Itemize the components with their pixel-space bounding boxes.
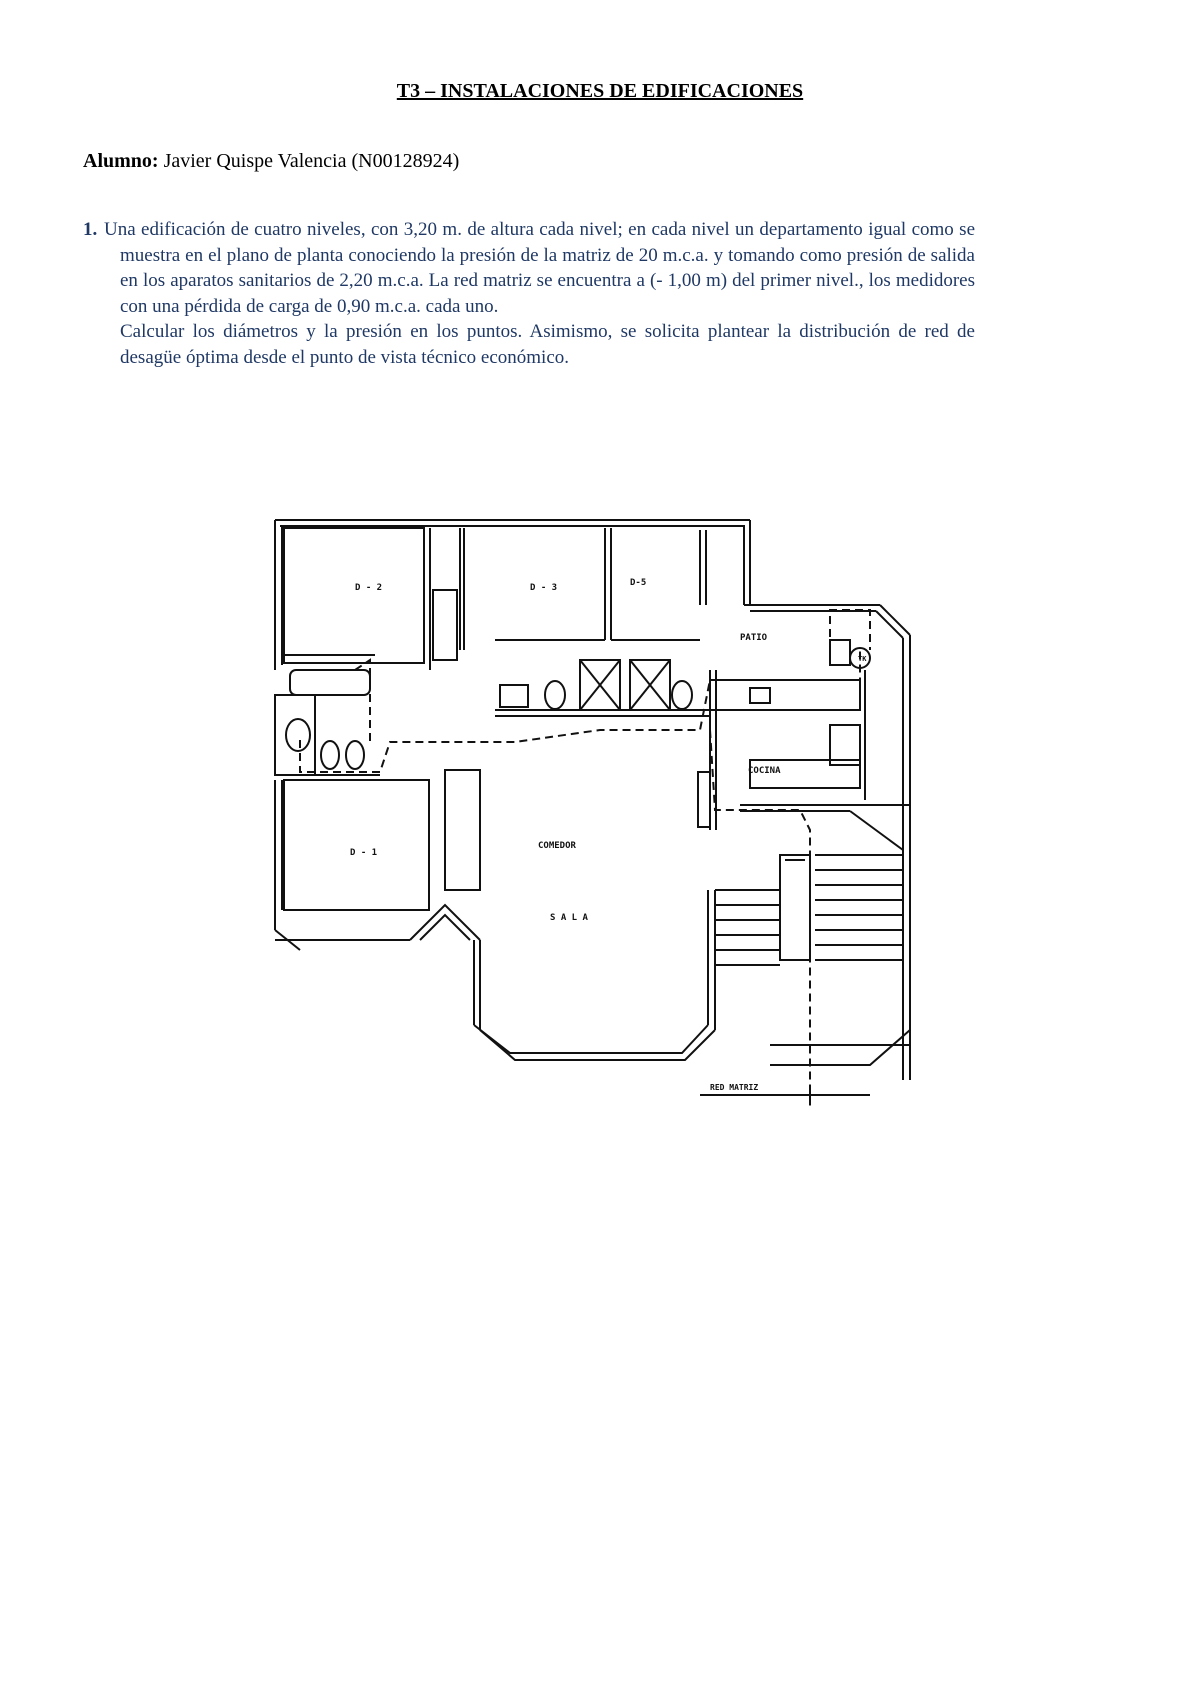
room-label-tk: TK <box>858 655 867 663</box>
student-name: Javier Quispe Valencia (N00128924) <box>163 150 460 172</box>
student-line <box>83 150 459 173</box>
question-paragraph-1: Una edificación de cuatro niveles, con 3,20 m. de altura cada nivel; en cada nivel un departamento igual como se muestra en el plano de planta conociendo la presión de la matriz de 20 m.c.a. y tomando como presión de salida en los aparatos sanitarios de 2,20 m.c.a. La red matriz se encuentra a (- 1,00 m) del primer nivel., los medidores con una pérdida de carga de 0,90 m.c.a. cada uno. <box>104 219 975 317</box>
student-label: Alumno: <box>83 150 159 172</box>
question-paragraph-2: Calcular los diámetros y la presión en los puntos. Asimismo, se solicita plantear la distribución de red de desagüe óptima desde el punto de vista técnico económico. <box>120 321 975 368</box>
floor-plan <box>270 510 950 1150</box>
room-label-sala: S A L A <box>550 913 588 923</box>
red-matriz-label: RED MATRIZ <box>710 1083 759 1092</box>
room-label-d2: D - 2 <box>355 583 383 593</box>
room-label-patio: PATIO <box>740 633 768 643</box>
document-title: T3 – INSTALACIONES DE EDIFICACIONES <box>396 80 804 102</box>
room-label-d3: D - 3 <box>530 583 558 593</box>
question-1 <box>83 217 975 370</box>
room-label-cocina: COCINA <box>748 766 781 776</box>
question-number: 1. <box>83 219 98 240</box>
room-label-d1: D - 1 <box>350 848 378 858</box>
room-label-comedor: COMEDOR <box>538 841 576 851</box>
room-label-d5: D-5 <box>630 578 647 588</box>
